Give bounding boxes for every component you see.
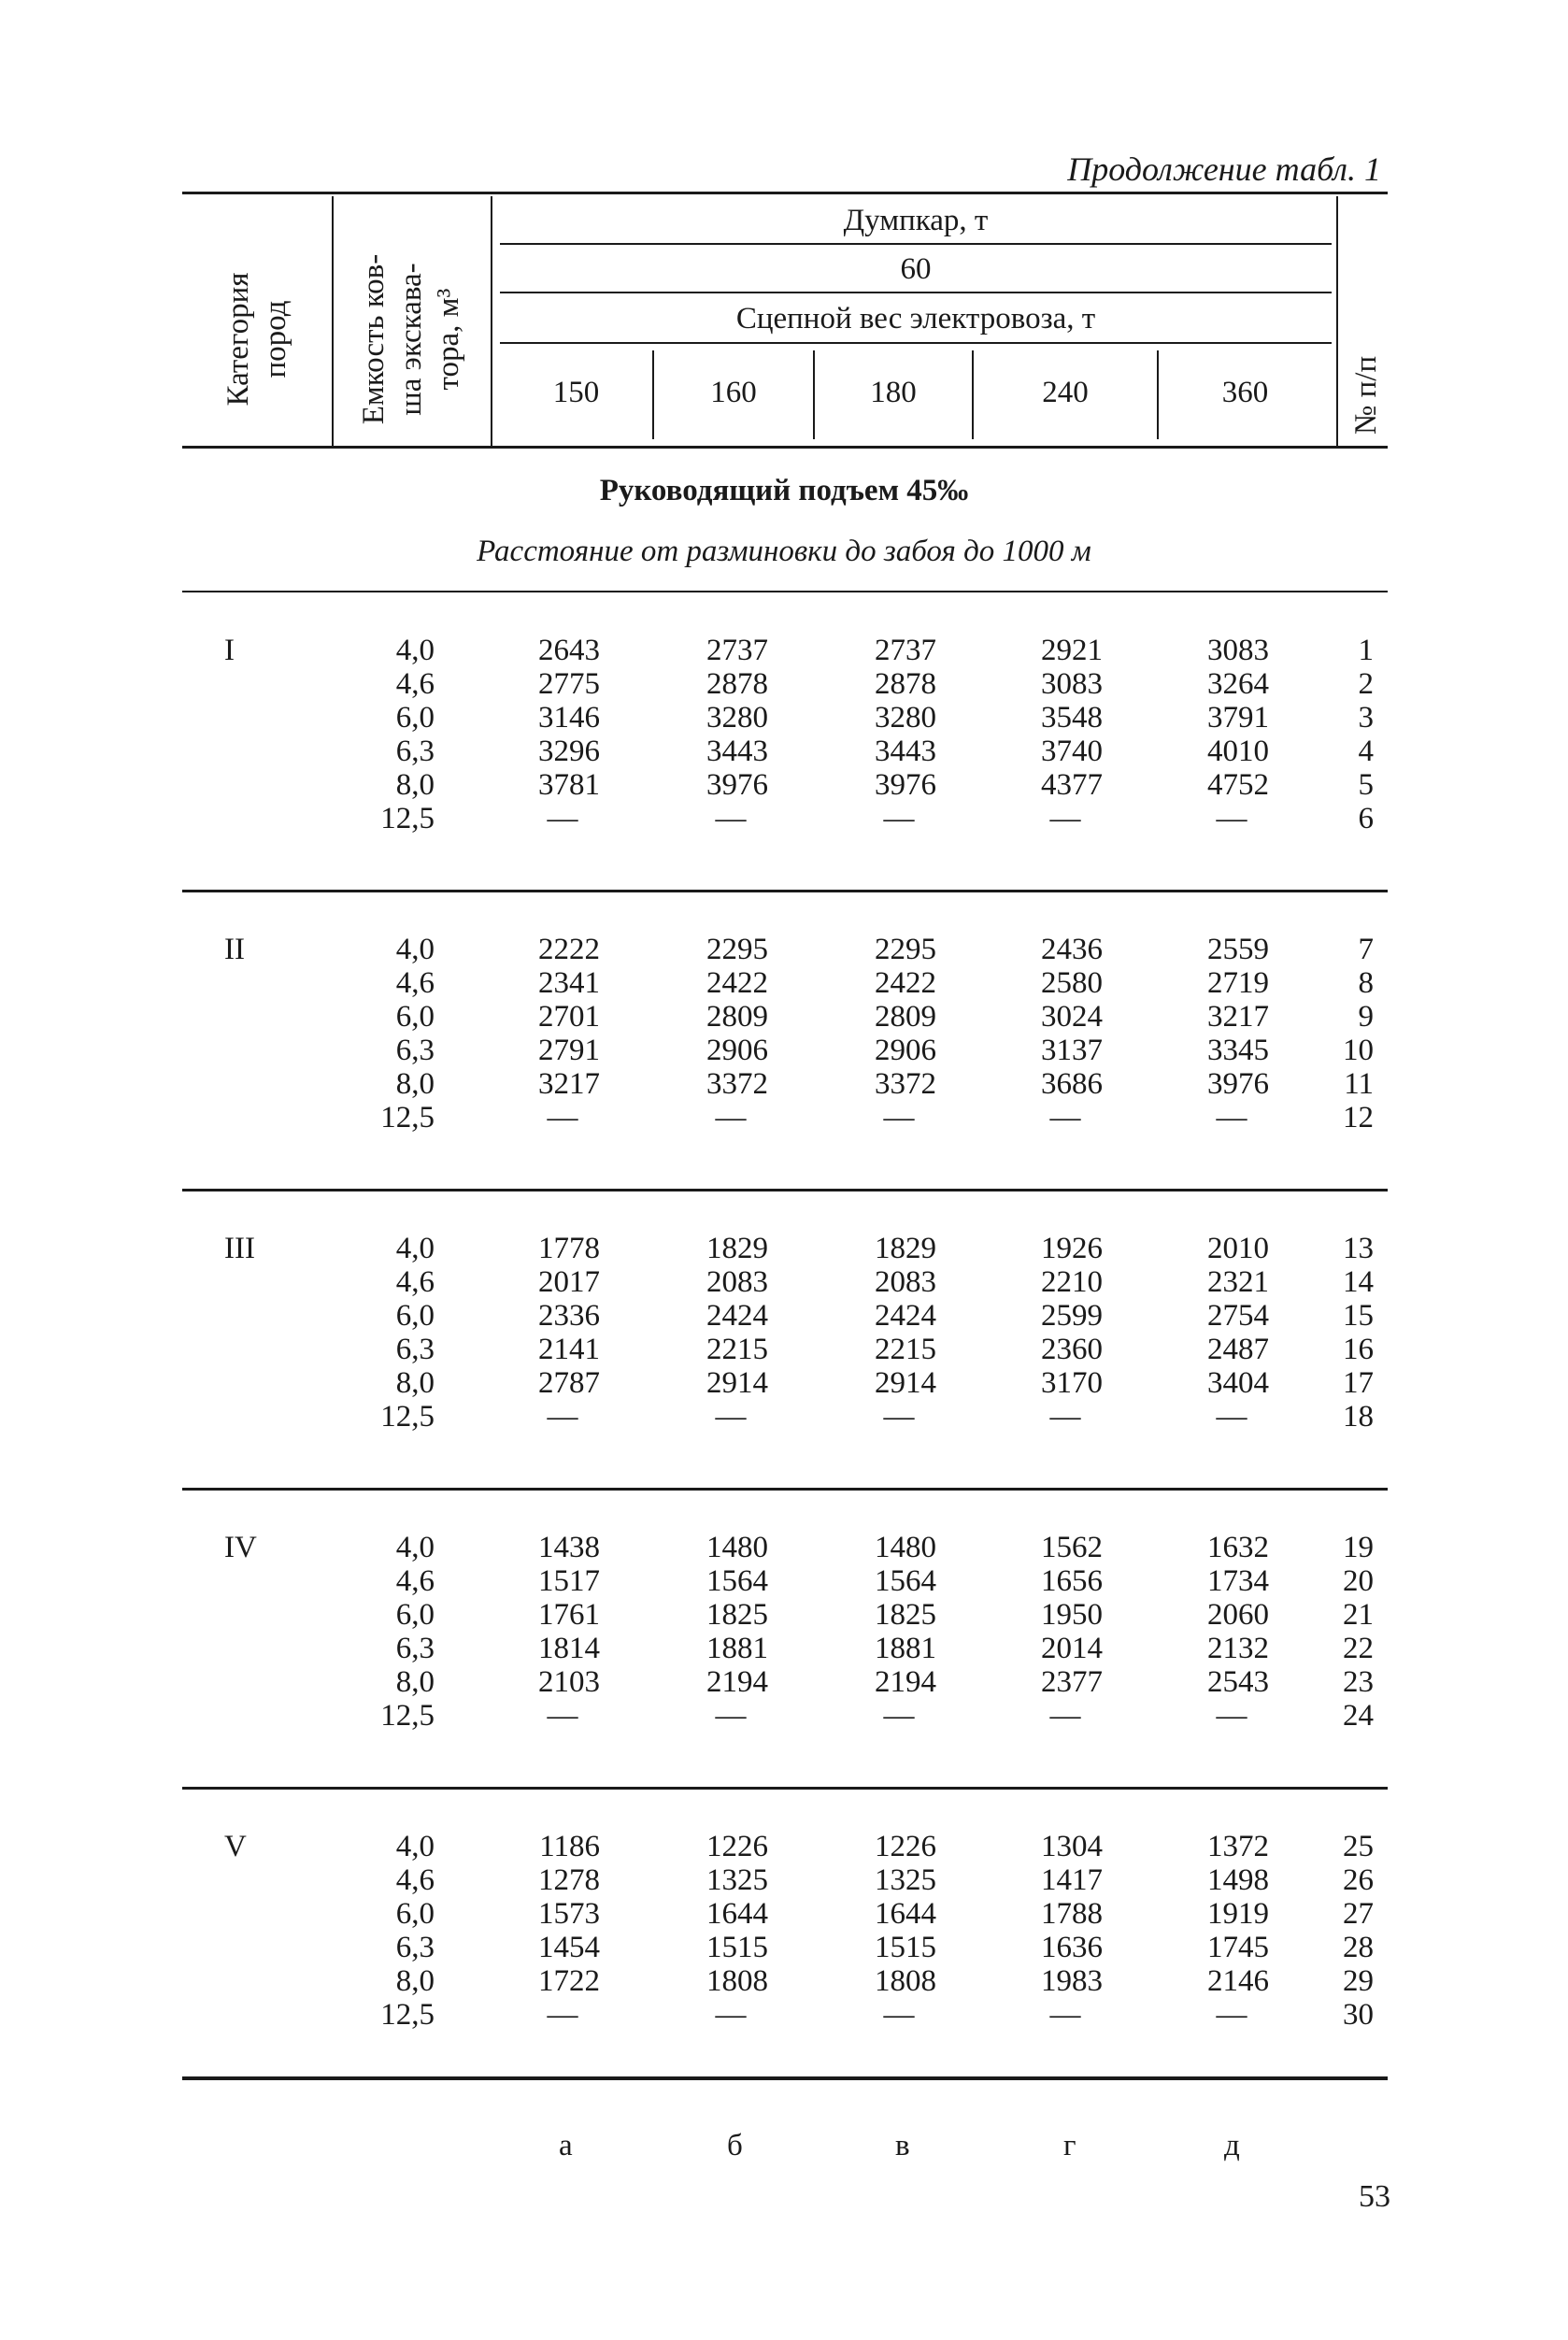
- value-cell: 2754: [1207, 1299, 1269, 1333]
- value-cell: 2194: [706, 1665, 768, 1699]
- row-number-cell: 6: [1358, 802, 1374, 835]
- value-cell: 2791: [538, 1034, 600, 1067]
- value-cell: 3217: [538, 1067, 600, 1101]
- value-cell: —: [1216, 1101, 1247, 1134]
- bucket-cell: 4,0: [395, 1531, 435, 1564]
- value-cell: 3280: [875, 701, 936, 735]
- value-cell: 2580: [1041, 966, 1103, 1000]
- value-cell: 1644: [706, 1897, 768, 1931]
- row-number-cell: 22: [1343, 1632, 1374, 1665]
- value-cell: 2060: [1207, 1598, 1269, 1632]
- value-cell: —: [547, 1101, 578, 1134]
- header-vline-2: [491, 196, 492, 446]
- category-label: II: [224, 933, 245, 966]
- value-cell: 2787: [538, 1366, 600, 1400]
- value-cell: 2132: [1207, 1632, 1269, 1665]
- value-cell: 3976: [706, 768, 768, 802]
- value-cell: 1417: [1041, 1863, 1103, 1897]
- value-cell: 1829: [875, 1232, 936, 1265]
- bucket-cell: 4,6: [395, 1265, 435, 1299]
- value-cell: —: [715, 1101, 747, 1134]
- value-cell: 2487: [1207, 1333, 1269, 1366]
- header-loco-240: 240: [1042, 376, 1089, 409]
- value-cell: 1881: [875, 1632, 936, 1665]
- value-cell: —: [883, 802, 915, 835]
- value-cell: —: [1216, 1699, 1247, 1733]
- value-cell: —: [1216, 802, 1247, 835]
- value-cell: 1480: [706, 1531, 768, 1564]
- row-number-cell: 14: [1343, 1265, 1374, 1299]
- value-cell: 2921: [1041, 634, 1103, 667]
- bucket-cell: 6,3: [395, 1931, 435, 1964]
- value-cell: 2878: [875, 667, 936, 701]
- value-cell: 1480: [875, 1531, 936, 1564]
- row-number-cell: 5: [1358, 768, 1374, 802]
- value-cell: 3443: [706, 735, 768, 768]
- value-cell: 1808: [875, 1964, 936, 1998]
- value-cell: 4752: [1207, 768, 1269, 802]
- bucket-cell: 12,5: [380, 1101, 435, 1134]
- value-cell: 1438: [538, 1531, 600, 1564]
- value-cell: 2543: [1207, 1665, 1269, 1699]
- header-loco-weight: Сцепной вес электровоза, т: [735, 302, 1096, 335]
- value-cell: 1564: [875, 1564, 936, 1598]
- value-cell: 3372: [875, 1067, 936, 1101]
- table-bottom-rule: [182, 2076, 1388, 2080]
- value-cell: 3404: [1207, 1366, 1269, 1400]
- category-label: IV: [224, 1531, 257, 1564]
- value-cell: 2701: [538, 1000, 600, 1034]
- value-cell: —: [883, 1101, 915, 1134]
- value-cell: 2014: [1041, 1632, 1103, 1665]
- value-rule: [500, 292, 1332, 293]
- bucket-cell: 8,0: [395, 1366, 435, 1400]
- value-cell: —: [1049, 1998, 1081, 2032]
- row-number-cell: 27: [1343, 1897, 1374, 1931]
- row-number-cell: 29: [1343, 1964, 1374, 1998]
- row-number-cell: 17: [1343, 1366, 1374, 1400]
- value-cell: 2083: [875, 1265, 936, 1299]
- bucket-cell: 6,0: [395, 1299, 435, 1333]
- value-cell: 2914: [706, 1366, 768, 1400]
- value-cell: —: [1049, 1699, 1081, 1733]
- row-number-cell: 1: [1358, 634, 1374, 667]
- row-number-cell: 13: [1343, 1232, 1374, 1265]
- value-cell: 3686: [1041, 1067, 1103, 1101]
- value-cell: 2436: [1041, 933, 1103, 966]
- value-cell: 3976: [1207, 1067, 1269, 1101]
- value-cell: 1498: [1207, 1863, 1269, 1897]
- value-cell: —: [1049, 1400, 1081, 1434]
- value-cell: 2141: [538, 1333, 600, 1366]
- row-number-cell: 26: [1343, 1863, 1374, 1897]
- group-rule-top: [182, 591, 1388, 592]
- group-rule-1: [182, 890, 1388, 892]
- value-cell: —: [547, 802, 578, 835]
- bucket-cell: 8,0: [395, 768, 435, 802]
- value-cell: 1562: [1041, 1531, 1103, 1564]
- value-cell: 2377: [1041, 1665, 1103, 1699]
- row-number-cell: 21: [1343, 1598, 1374, 1632]
- bucket-cell: 6,3: [395, 1333, 435, 1366]
- bucket-cell: 4,6: [395, 667, 435, 701]
- dumpcar-rule: [500, 243, 1332, 245]
- row-number-cell: 23: [1343, 1665, 1374, 1699]
- bucket-cell: 6,3: [395, 1632, 435, 1665]
- value-cell: —: [883, 1998, 915, 2032]
- row-number-cell: 18: [1343, 1400, 1374, 1434]
- value-cell: 3137: [1041, 1034, 1103, 1067]
- bucket-cell: 12,5: [380, 1400, 435, 1434]
- value-cell: 2103: [538, 1665, 600, 1699]
- value-cell: 4377: [1041, 768, 1103, 802]
- value-cell: —: [1216, 1400, 1247, 1434]
- value-cell: 2599: [1041, 1299, 1103, 1333]
- group-rule-3: [182, 1488, 1388, 1491]
- value-cell: 2295: [706, 933, 768, 966]
- bucket-cell: 4,6: [395, 1564, 435, 1598]
- value-cell: 2809: [875, 1000, 936, 1034]
- value-cell: 3296: [538, 735, 600, 768]
- value-cell: —: [883, 1400, 915, 1434]
- value-cell: 1825: [706, 1598, 768, 1632]
- value-cell: 3083: [1041, 667, 1103, 701]
- value-cell: 2321: [1207, 1265, 1269, 1299]
- value-cell: 1722: [538, 1964, 600, 1998]
- bucket-cell: 8,0: [395, 1964, 435, 1998]
- value-cell: 3217: [1207, 1000, 1269, 1034]
- value-cell: 1881: [706, 1632, 768, 1665]
- value-cell: 1372: [1207, 1830, 1269, 1863]
- row-number-cell: 3: [1358, 701, 1374, 735]
- header-vline-3: [1336, 196, 1338, 446]
- bucket-cell: 6,0: [395, 1598, 435, 1632]
- value-cell: 1788: [1041, 1897, 1103, 1931]
- bucket-cell: 6,3: [395, 1034, 435, 1067]
- bucket-cell: 4,6: [395, 966, 435, 1000]
- value-cell: 1778: [538, 1232, 600, 1265]
- row-number-cell: 4: [1358, 735, 1374, 768]
- value-cell: 1808: [706, 1964, 768, 1998]
- value-cell: 1573: [538, 1897, 600, 1931]
- value-cell: 3280: [706, 701, 768, 735]
- header-loco-180: 180: [870, 376, 917, 409]
- value-cell: —: [1216, 1998, 1247, 2032]
- value-cell: 2422: [706, 966, 768, 1000]
- value-cell: 3443: [875, 735, 936, 768]
- group-rule-4: [182, 1787, 1388, 1790]
- value-cell: 1919: [1207, 1897, 1269, 1931]
- row-number-cell: 15: [1343, 1299, 1374, 1333]
- value-cell: 2295: [875, 933, 936, 966]
- value-cell: 2809: [706, 1000, 768, 1034]
- header-dumpcar: Думпкар, т: [843, 204, 989, 237]
- value-cell: 3791: [1207, 701, 1269, 735]
- category-label: V: [224, 1830, 247, 1863]
- value-cell: 3146: [538, 701, 600, 735]
- value-cell: 1226: [706, 1830, 768, 1863]
- value-cell: 1656: [1041, 1564, 1103, 1598]
- footer-letter-v: в: [895, 2129, 910, 2162]
- category-label: I: [224, 634, 235, 667]
- value-cell: 1814: [538, 1632, 600, 1665]
- category-label: III: [224, 1232, 255, 1265]
- value-cell: 2083: [706, 1265, 768, 1299]
- value-cell: 2341: [538, 966, 600, 1000]
- value-cell: 3976: [875, 768, 936, 802]
- value-cell: —: [1049, 1101, 1081, 1134]
- value-cell: 1950: [1041, 1598, 1103, 1632]
- continuation-note: Продолжение табл. 1: [1067, 150, 1381, 188]
- value-cell: —: [1049, 802, 1081, 835]
- row-number-cell: 7: [1358, 933, 1374, 966]
- value-cell: 2906: [875, 1034, 936, 1067]
- value-cell: 2775: [538, 667, 600, 701]
- row-number-cell: 11: [1344, 1067, 1374, 1101]
- row-number-cell: 16: [1343, 1333, 1374, 1366]
- value-cell: 1761: [538, 1598, 600, 1632]
- row-number-cell: 9: [1358, 1000, 1374, 1034]
- value-cell: 4010: [1207, 735, 1269, 768]
- bucket-cell: 8,0: [395, 1665, 435, 1699]
- header-vline-1: [332, 196, 334, 446]
- value-cell: 3781: [538, 768, 600, 802]
- value-cell: 2643: [538, 634, 600, 667]
- bucket-cell: 6,0: [395, 1897, 435, 1931]
- value-cell: —: [715, 802, 747, 835]
- bucket-cell: 4,0: [395, 933, 435, 966]
- footer-letter-b: б: [727, 2129, 743, 2162]
- value-cell: 3372: [706, 1067, 768, 1101]
- value-cell: 1564: [706, 1564, 768, 1598]
- value-cell: 1186: [539, 1830, 600, 1863]
- header-dumpcar-value: 60: [900, 252, 932, 286]
- value-cell: 1644: [875, 1897, 936, 1931]
- value-cell: 3170: [1041, 1366, 1103, 1400]
- value-cell: 2424: [875, 1299, 936, 1333]
- row-number-cell: 2: [1358, 667, 1374, 701]
- value-cell: 2360: [1041, 1333, 1103, 1366]
- header-bucket-capacity: Емкость ков- ша экскава- тора, м³: [357, 253, 465, 425]
- value-cell: —: [715, 1400, 747, 1434]
- row-number-cell: 10: [1343, 1034, 1374, 1067]
- row-number-cell: 30: [1343, 1998, 1374, 2032]
- bucket-cell: 12,5: [380, 1998, 435, 2032]
- group-rule-2: [182, 1189, 1388, 1191]
- bucket-cell: 6,0: [395, 701, 435, 735]
- footer-letter-d: д: [1224, 2129, 1240, 2162]
- value-cell: 2878: [706, 667, 768, 701]
- bucket-cell: 8,0: [395, 1067, 435, 1101]
- value-cell: 3083: [1207, 634, 1269, 667]
- value-cell: 1745: [1207, 1931, 1269, 1964]
- section-title: Руководящий подъем 45‰: [599, 474, 969, 507]
- row-number-cell: 20: [1343, 1564, 1374, 1598]
- row-number-cell: 24: [1343, 1699, 1374, 1733]
- value-cell: 1926: [1041, 1232, 1103, 1265]
- header-category: Категория пород: [221, 272, 292, 407]
- bucket-cell: 4,0: [395, 1830, 435, 1863]
- value-cell: 2424: [706, 1299, 768, 1333]
- value-cell: 1825: [875, 1598, 936, 1632]
- value-cell: 1325: [875, 1863, 936, 1897]
- bucket-cell: 6,3: [395, 735, 435, 768]
- bucket-cell: 4,6: [395, 1863, 435, 1897]
- value-cell: 2146: [1207, 1964, 1269, 1998]
- header-loco-160: 160: [710, 376, 757, 409]
- value-cell: 2559: [1207, 933, 1269, 966]
- row-number-cell: 28: [1343, 1931, 1374, 1964]
- loco-rule: [500, 342, 1332, 344]
- row-number-cell: 25: [1343, 1830, 1374, 1863]
- value-cell: 2215: [706, 1333, 768, 1366]
- row-number-cell: 8: [1358, 966, 1374, 1000]
- value-cell: 2210: [1041, 1265, 1103, 1299]
- section-subtitle: Расстояние от разминовки до забоя до 1000 м: [477, 535, 1091, 568]
- header-loco-360: 360: [1221, 376, 1269, 409]
- bucket-cell: 4,0: [395, 634, 435, 667]
- footer-letter-g: г: [1063, 2129, 1076, 2162]
- value-cell: 2222: [538, 933, 600, 966]
- bucket-cell: 12,5: [380, 1699, 435, 1733]
- value-cell: 3740: [1041, 735, 1103, 768]
- value-cell: 2194: [875, 1665, 936, 1699]
- value-cell: —: [547, 1699, 578, 1733]
- value-cell: 1226: [875, 1830, 936, 1863]
- bucket-cell: 12,5: [380, 802, 435, 835]
- value-cell: 1515: [706, 1931, 768, 1964]
- value-cell: 3548: [1041, 701, 1103, 735]
- value-cell: 1632: [1207, 1531, 1269, 1564]
- value-cell: —: [715, 1699, 747, 1733]
- value-cell: 3345: [1207, 1034, 1269, 1067]
- header-loco-150: 150: [552, 376, 600, 409]
- value-cell: 1515: [875, 1931, 936, 1964]
- value-cell: —: [547, 1998, 578, 2032]
- value-cell: 3264: [1207, 667, 1269, 701]
- value-cell: 1454: [538, 1931, 600, 1964]
- bucket-cell: 4,0: [395, 1232, 435, 1265]
- value-cell: 2914: [875, 1366, 936, 1400]
- header-row-number: № п/п: [1349, 355, 1383, 435]
- value-cell: 1325: [706, 1863, 768, 1897]
- value-cell: 2737: [875, 634, 936, 667]
- value-cell: 1636: [1041, 1931, 1103, 1964]
- row-number-cell: 12: [1343, 1101, 1374, 1134]
- value-cell: 3024: [1041, 1000, 1103, 1034]
- value-cell: 2010: [1207, 1232, 1269, 1265]
- value-cell: —: [547, 1400, 578, 1434]
- bucket-cell: 6,0: [395, 1000, 435, 1034]
- header-top-rule: [182, 192, 1388, 194]
- value-cell: 2906: [706, 1034, 768, 1067]
- value-cell: 1278: [538, 1863, 600, 1897]
- value-cell: —: [715, 1998, 747, 2032]
- value-cell: 2336: [538, 1299, 600, 1333]
- value-cell: 2215: [875, 1333, 936, 1366]
- value-cell: —: [883, 1699, 915, 1733]
- value-cell: 1304: [1041, 1830, 1103, 1863]
- footer-letter-a: а: [559, 2129, 573, 2162]
- value-cell: 2422: [875, 966, 936, 1000]
- row-number-cell: 19: [1343, 1531, 1374, 1564]
- page-number: 53: [1359, 2179, 1390, 2214]
- value-cell: 1829: [706, 1232, 768, 1265]
- value-cell: 2737: [706, 634, 768, 667]
- value-cell: 1517: [538, 1564, 600, 1598]
- value-cell: 1734: [1207, 1564, 1269, 1598]
- value-cell: 2719: [1207, 966, 1269, 1000]
- value-cell: 2017: [538, 1265, 600, 1299]
- value-cell: 1983: [1041, 1964, 1103, 1998]
